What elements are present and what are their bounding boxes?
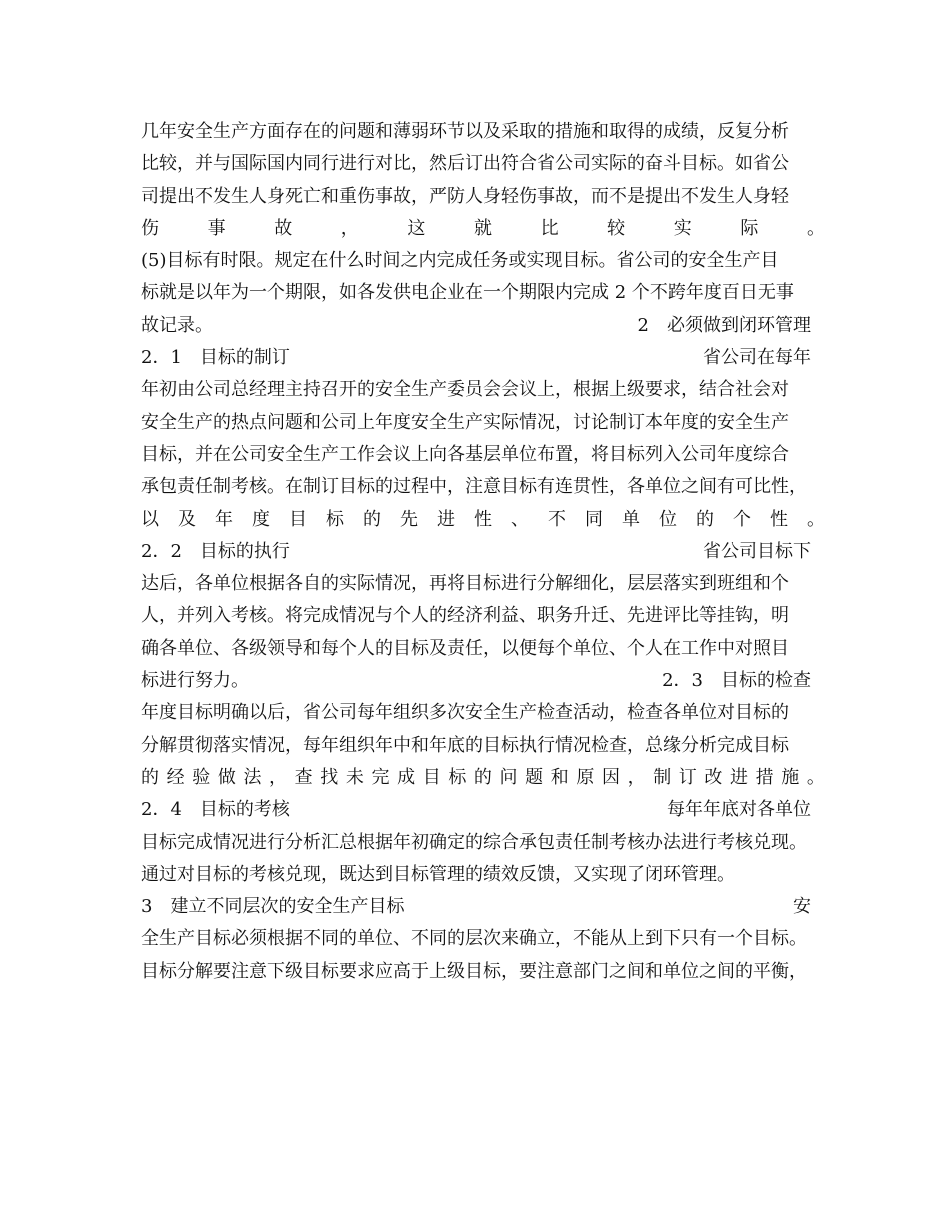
text-line: 年度目标明确以后，省公司每年组织多次安全生产检查活动，检查各单位对目标的: [141, 702, 789, 724]
text-char: 先: [400, 508, 418, 530]
text-char: 因: [601, 766, 620, 788]
text-char: 原: [576, 766, 595, 788]
text-char: 验: [192, 766, 211, 788]
text-line: 安全生产的热点问题和公司上年度安全生产实际情况，讨论制订本年度的安全生产: [141, 411, 789, 433]
text-char: 不: [548, 508, 566, 530]
justified-text-line: [141, 762, 825, 794]
text-char: 性: [770, 508, 788, 530]
text-char: 的: [473, 766, 492, 788]
text-fragment: 安: [793, 896, 811, 918]
text-char: 成: [397, 766, 416, 788]
text-char: 比: [540, 217, 559, 239]
subsection-heading: 2．1 目标的制订: [141, 347, 290, 369]
subsection-line: [141, 342, 825, 374]
text-line: 目标分解要注意下级目标要求应高于上级目标，要注意部门之间和单位之间的平衡，: [141, 960, 807, 982]
text-char: 位: [659, 508, 677, 530]
text-char: ，: [269, 766, 288, 788]
text-char: 的: [141, 766, 159, 788]
section-line: [141, 891, 825, 923]
text-line: (5)目标有时限。规定在什么时间之内完成任务或实现目标。省公司的安全生产目: [141, 250, 779, 272]
text-char: 法: [243, 766, 262, 788]
text-char: 年: [215, 508, 233, 530]
text-fragment: 省公司目标下: [703, 540, 811, 562]
text-char: 查: [294, 766, 313, 788]
text-char: 的: [363, 508, 381, 530]
text-char: 完: [371, 766, 390, 788]
text-line: 全生产目标必须根据不同的单位、不同的层次来确立，不能从上到下只有一个目标。: [141, 928, 807, 950]
text-line: 司提出不发生人身死亡和重伤事故，严防人身轻伤事故，而不是提出不发生人身轻: [141, 185, 789, 207]
text-line: 确各单位、各级领导和每个人的目标及责任，以便每个单位、个人在工作中对照目: [141, 637, 789, 659]
text-char: 。: [807, 508, 825, 530]
text-char: 措: [755, 766, 774, 788]
text-char: 订: [678, 766, 697, 788]
document-body: [141, 116, 825, 988]
subsection-heading: 2．4 目标的考核: [141, 799, 290, 821]
text-char: 际: [740, 217, 759, 239]
text-line: 比较，并与国际国内同行进行对比，然后订出符合省公司实际的奋斗目标。如省公: [141, 153, 789, 175]
text-char: 单: [622, 508, 640, 530]
text-fragment: 省公司在每年: [703, 347, 811, 369]
text-char: 改: [704, 766, 723, 788]
text-line: 年初由公司总经理主持召开的安全生产委员会会议上，根据上级要求，结合社会对: [141, 379, 789, 401]
text-char: 未: [345, 766, 364, 788]
subsection-line: [141, 536, 825, 568]
subsection-heading: 2．3 目标的检查: [662, 670, 811, 692]
text-line: 几年安全生产方面存在的问题和薄弱环节以及采取的措施和取得的成绩，反复分析: [141, 121, 789, 142]
text-char: 。: [806, 217, 825, 239]
text-char: 经: [166, 766, 185, 788]
justified-text-line: [141, 213, 825, 245]
text-char: ，: [627, 766, 646, 788]
text-char: 故: [274, 217, 293, 239]
text-fragment: 每年年底对各单位: [667, 799, 811, 821]
text-char: 就: [473, 217, 492, 239]
text-line-with-heading: [141, 665, 825, 697]
text-line: 目标，并在公司安全生产工作会议上向各基层单位布置，将目标列入公司年度综合: [141, 443, 789, 465]
text-fragment: 标进行努力。: [141, 670, 249, 692]
text-char: 和: [550, 766, 569, 788]
text-char: 事: [207, 217, 226, 239]
text-char: 个: [733, 508, 751, 530]
text-line: 目标完成情况进行分析汇总根据年初确定的综合承包责任制考核办法进行考核兑现。: [141, 831, 807, 853]
text-line-with-heading: [141, 310, 825, 342]
subsection-line: [141, 794, 825, 826]
text-char: 。: [806, 766, 825, 788]
text-char: 标: [448, 766, 467, 788]
text-char: 标: [326, 508, 344, 530]
text-char: 伤: [141, 217, 159, 239]
text-char: 这: [407, 217, 426, 239]
text-char: 以: [141, 508, 159, 530]
text-char: 制: [653, 766, 672, 788]
text-char: 实: [673, 217, 692, 239]
justified-text-line: [141, 504, 825, 536]
text-char: 问: [499, 766, 518, 788]
text-char: 施: [781, 766, 800, 788]
text-line: 人，并列入考核。将完成情况与个人的经济利益、职务升迁、先进评比等挂钩，明: [141, 605, 789, 627]
text-char: 进: [730, 766, 749, 788]
text-fragment: 故记录。: [141, 314, 213, 336]
text-char: 、: [511, 508, 529, 530]
text-line: 标就是以年为一个期限，如各发供电企业在一个期限内完成 2 个不跨年度百日无事: [141, 282, 794, 304]
text-line: 承包责任制考核。在制订目标的过程中，注意目标有连贯性，各单位之间有可比性，: [141, 476, 807, 498]
text-char: 度: [252, 508, 270, 530]
text-char: 做: [217, 766, 236, 788]
text-char: 进: [437, 508, 455, 530]
text-char: 目: [289, 508, 307, 530]
text-char: 的: [696, 508, 714, 530]
text-char: 及: [178, 508, 196, 530]
section-heading: 2 必须做到闭环管理: [637, 314, 811, 336]
text-line: 通过对目标的考核兑现，既达到目标管理的绩效反馈，又实现了闭环管理。: [141, 863, 735, 885]
text-char: 目: [422, 766, 441, 788]
text-char: ，: [340, 217, 359, 239]
text-line: 达后，各单位根据各自的实际情况，再将目标进行分解细化，层层落实到班组和个: [141, 573, 789, 595]
section-heading: 3 建立不同层次的安全生产目标: [141, 896, 405, 918]
text-char: 题: [525, 766, 544, 788]
text-char: 性: [474, 508, 492, 530]
text-char: 找: [320, 766, 339, 788]
text-line: 分解贯彻落实情况，每年组织年中和年底的目标执行情况检查，总缘分析完成目标: [141, 734, 789, 756]
text-char: 同: [585, 508, 603, 530]
text-char: 较: [607, 217, 626, 239]
subsection-heading: 2．2 目标的执行: [141, 540, 290, 562]
